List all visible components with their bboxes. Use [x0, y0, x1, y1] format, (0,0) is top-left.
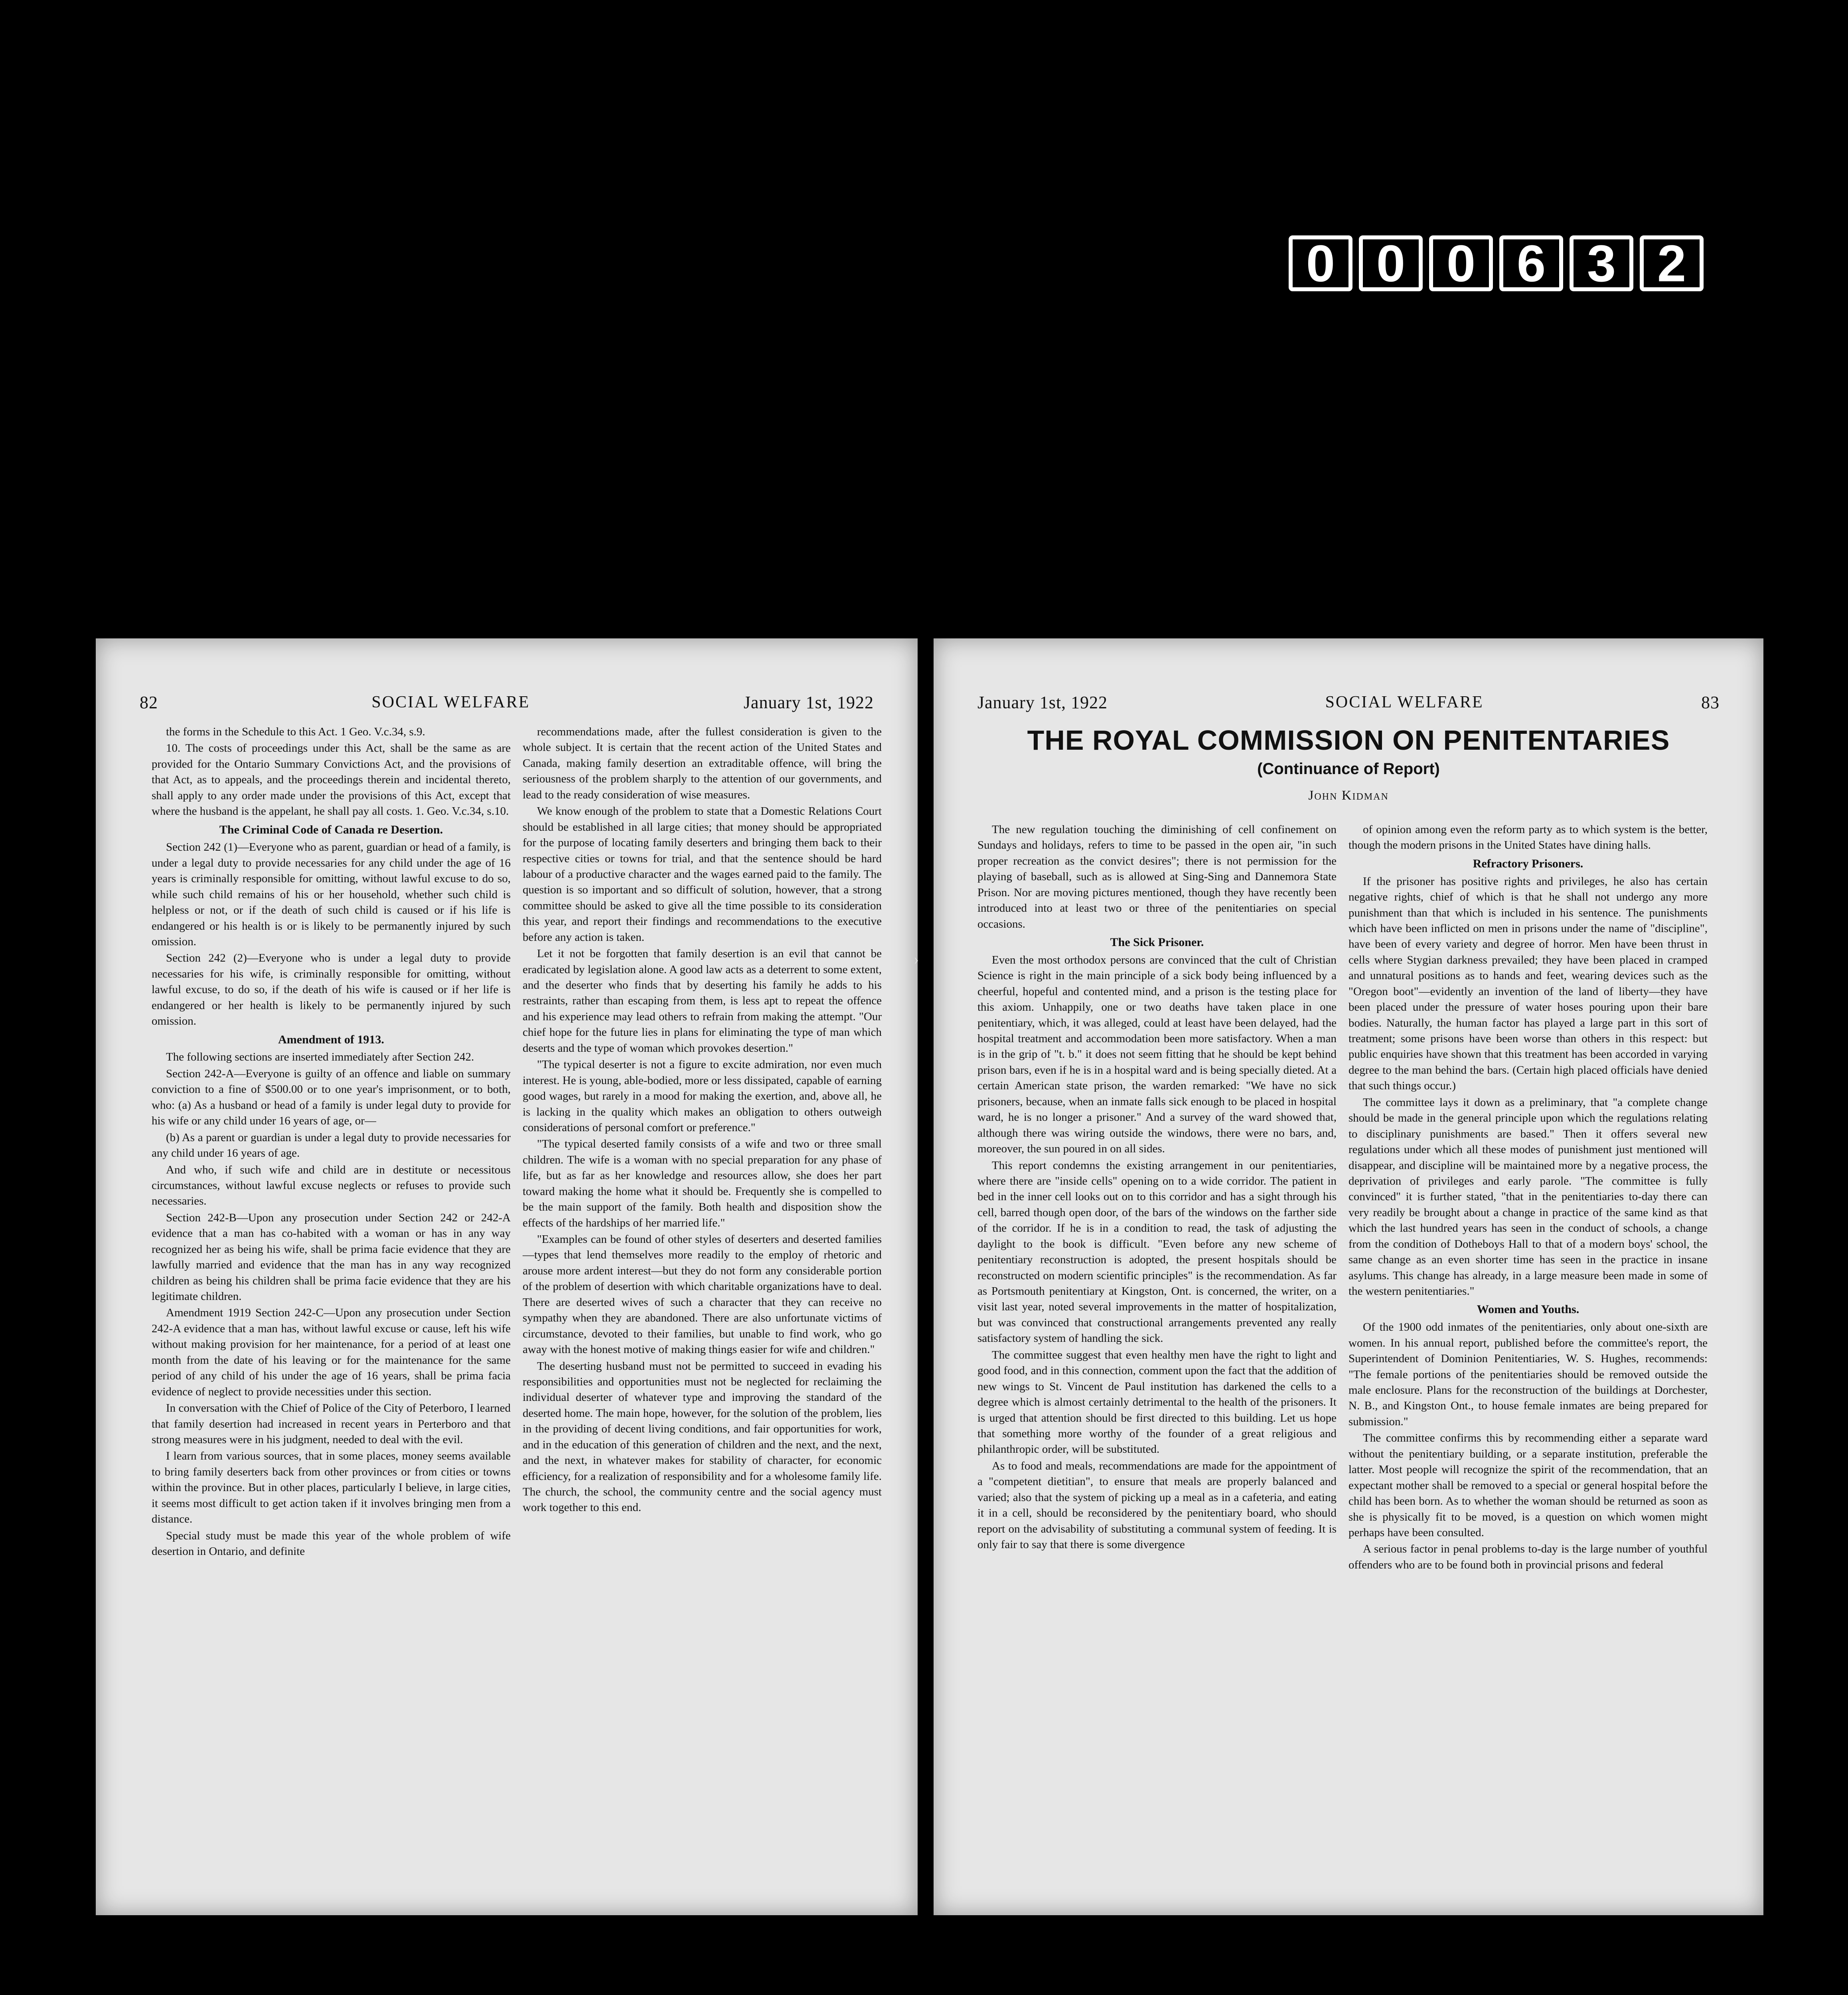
journal-title: SOCIAL WELFARE — [1325, 693, 1484, 711]
paragraph: Section 242-B—Upon any prosecution under Section 242 or 242-A evidence that a man has co-habited with a woman or has in any way recognized her as being his wife, shall be prima facie evidence that they are lawfully married and evidence that the man has in any way recognized children as being his children shall be prima facie evidence that they are his legitimate children. — [152, 1211, 511, 1303]
section-heading: The Criminal Code of Canada re Desertion. — [219, 823, 443, 836]
frame-digit: 0 — [1429, 235, 1493, 291]
page-number: 83 — [1701, 692, 1720, 712]
paragraph: "The typical deserted family consists of a wife and two or three small children. The wife is a woman with no special preparation for any phase of life, but as far as her knowledge and resources allow, she does her part toward making the home what it should be. Frequently she is compelled to be the main support of the family. Both health and disposition show the effects of the hardships of her married life." — [523, 1138, 882, 1229]
article-author: John Kidman — [1308, 788, 1389, 803]
paragraph: Section 242 (1)—Everyone who as parent, guardian or head of a family, is under a legal duty to provide necessaries for any child under the age of 16 years is criminally responsible for omitting, without lawful excuse to do so, while such child remains of his or her household, whether such child is helpless or not, or if the death of such child is caused or if his life is endangered or his health is or is likely to be permanently injured by such omission. — [152, 841, 511, 948]
paragraph: 10. The costs of proceedings under this Act, shall be the same as are provided for the Ontario Summary Convictions Act, and the provisions of that Act, as to appeals, and the proceedings therein and incidental thereto, shall apply to any order made under the provisions of this Act, except that where the husband is the appelant, he shall pay all costs. 1. Geo. V.c.34, s.10. — [152, 742, 511, 818]
paragraph: Special study must be made this year of the whole problem of wife desertion in Ontario, and definite — [152, 1529, 511, 1558]
paragraph: Even the most orthodox persons are convinced that the cult of Christian Science is right in the main principle of a sick body being influenced by a cheerful, hopeful and contented mind, and a prison is the testing place for this axiom. Unhappily, one or two deaths have taken place in one penitentiary, which, it was alleged, could at least have been delayed, had the hospital treatment and accommodation been more satisfactory. When a man is in the grip of "t. b." it does not seem fitting that he should be kept behind prison bars, even if he is in a hospital ward and is being specially dieted. At a certain American state prison, the warden remarked: "We have no sick prisoners, because, when an inmate falls sick enough to be placed in hospital ward, he is no longer a prisoner." And a survey of the ward showed that, although there was wiring outside the windows, there were no bars, and, moreover, the sun poured in on all sides. — [977, 953, 1337, 1156]
frame-number — [1289, 234, 1704, 292]
paragraph: of opinion among even the reform party as to which system is the better, though the modern prisons in the United States have dining halls. — [1348, 823, 1708, 852]
gutter-mark: › — [914, 950, 919, 968]
text-column — [977, 822, 1337, 1553]
section-heading: Refractory Prisoners. — [1473, 857, 1583, 870]
paragraph: If the prisoner has positive rights and privileges, he also has certain negative rights, chief of which is that he shall not undergo any more punishment than that which is included in his sentence. The punishments which have been inflicted on men in prisons under the name of "discipline", have been of every variety and degree of horror. Men have been thrust in cells where Stygian darkness prevailed; they have been placed in cramped and unnatural positions as to hands and feet, wearing devices such as the "Oregon boot"—evidently an invention of the land of liberty—they have been placed under the pressure of water hoses pouring upon their bare bodies. Naturally, the human factor has played a large part in this sort of treatment; some prisons have been worse than others in this respect: but public enquiries have shown that this treatment has been accorded in varying degree to the man behind the bars. (Certain high placed officials have denied that such things occur.) — [1348, 875, 1708, 1092]
paragraph: (b) As a parent or guardian is under a legal duty to provide necessaries for any child under 16 years of age. — [152, 1131, 511, 1160]
paragraph: This report condemns the existing arrangement in our penitentiaries, where there are "inside cells" opening on to a wide corridor. The patient in bed in the inner cell looks out on to this corridor and has a sight through his cell, barred though open door, of the bars of the windows on the farther side of the corridor. If he is in a condition to read, the task of adjusting the daylight to the book is difficult. "Even before any new scheme of penitentiary reconstruction is adopted, the present hospitals should be reconstructed on modern scientific principles" is the recommendation. As far as Portsmouth penitentiary at Kingston, Ont. is concerned, the writer, on a visit last year, noted several improvements in the matter of hospitalization, but was convinced that constructional arrangements prevented any really satisfactory system of handling the sick. — [977, 1159, 1337, 1345]
running-header — [140, 690, 874, 714]
paragraph: The following sections are inserted immediately after Section 242. — [166, 1051, 474, 1064]
section-heading: Women and Youths. — [1477, 1303, 1579, 1316]
frame-digit: 2 — [1640, 235, 1704, 291]
paragraph: As to food and meals, recommendations are made for the appointment of a "competent dietitian", to ensure that meals are properly balanced and varied; also that the system of picking up a meal as in a cafeteria, and eating it in a cell, should be reconsidered by the penitentiary board, who should report on the advisability of substituting a communal system of feeding. It is only fair to say that there is some divergence — [977, 1459, 1337, 1551]
paragraph: Section 242 (2)—Everyone who is under a legal duty to provide necessaries for his wife, is criminally responsible for omitting, without lawful excuse, to do so, if the death of his wife is caused or if her life is endangered or her health is likely to be permanently injured by such omission. — [152, 952, 511, 1028]
paragraph: The committee lays it down as a preliminary, that "a complete change should be made in the general principle upon which the regulations relating to disciplinary punishments are based." Then it offers several new regulations under which all these modes of punishment just mentioned will disappear, and discipline will be maintained more by a negative process, the deprivation of privileges and early parole. "The committee is fully convinced" it is further stated, "that in the penitentiaries to-day there can very readily be brought about a change in practice of the same kind as that which the last hundred years has seen in the conduct of schools, a change from the condition of Dotheboys Hall to that of a modern boys' school, the same change as an even shorter time has seen in the practice in insane asylums. This change has already, in a large measure been made in some of the western penitentiaries." — [1348, 1096, 1708, 1298]
paragraph: The deserting husband must not be permitted to succeed in evading his responsibilities and opportunities must not be neglected for reclaiming the individual deserter of whatever type and improving the standard of the deserted home. The main hope, however, for the solution of the problem, lies in the providing of decent living conditions, and fair opportunities for work, and in the education of this generation of children and the next, and the next, and the next, in whatever makes for stability of character, for economic efficiency, for a realization of responsibility and for a wholesome family life. The church, the school, the community centre and the social agency must work together to this end. — [523, 1359, 882, 1514]
paragraph: A serious factor in penal problems to-day is the large number of youthful offenders who are to be found both in provincial prisons and federal — [1348, 1543, 1708, 1571]
text-column — [152, 724, 511, 1560]
frame-digit: 3 — [1570, 235, 1633, 291]
paragraph: Section 242-A—Everyone is guilty of an offence and liable on summary conviction to a fine of $500.00 or to one year's imprisonment, or to both, who: (a) As a husband or head of a family is under legal duty to provide for his wife or any child under 16 years of age, or— — [152, 1067, 511, 1128]
paragraph: Let it not be forgotten that family desertion is an evil that cannot be eradicated by legislation alone. A good law acts as a deterrent to some extent, and the deserter who finds that by deserting his family he adds to his restraints, rather than escaping from them, is less apt to repeat the offence and his experience may lead others to refrain from making the attempt. "Our chief hope for the future lies in plans for eliminating the type of man which deserts and the type of woman which provokes desertion." — [523, 947, 882, 1055]
frame-digit: 0 — [1289, 235, 1352, 291]
paragraph: The committee suggest that even healthy men have the right to light and good food, and in this connection, comment upon the fact that the addition of new wings to St. Vincent de Paul institution has darkened the cells to a degree which is almost certainly detrimental to the health of the prisoners. It is urged that attention should be first directed to this building. Let us hope that something more worthy of the founder of a great religious and philanthropic order, will be substituted. — [977, 1348, 1337, 1456]
paragraph: In conversation with the Chief of Police of the City of Peterboro, I learned that family desertion had increased in recent years in Perterboro and that strong measures were in his judgment, needed to deal with the evil. — [152, 1402, 511, 1446]
running-header — [977, 690, 1720, 714]
page-number: 82 — [140, 692, 158, 712]
paragraph: "Examples can be found of other styles of deserters and deserted families—types that lend themselves more readily to the employ of rhetoric and arouse more ardent interest—but they do not form any considerable portion of the problem of desertion with which charitable organizations have to deal. There are deserted wives of such a character that they can receive no sympathy when they are abandoned. There are also unfortunate victims of circumstance, devoted to their families, but unable to find work, who go away with the honest motive of making things easier for wife and children." — [523, 1233, 882, 1356]
paragraph: recommendations made, after the fullest consideration is given to the whole subject. It is certain that the recent action of the United States and Canada, making family desertion an extraditable offence, will bring the seriousness of the problem sharply to the attention of our governments, and lead to the ready consideration of wise measures. — [523, 725, 882, 801]
paragraph: Of the 1900 odd inmates of the penitentiaries, only about one-sixth are women. In his annual report, published before the committee's report, the Superintendent of Dominion Penitentiaries, W. S. Hughes, recommends: "The female portions of the penitentiaries should be removed outside the male enclosure. Plans for the reconstruction of the buildings at Dorchester, N. B., and Kingston Ont., to house female inmates are being prepared for submission." — [1348, 1321, 1708, 1428]
issue-date: January 1st, 1922 — [743, 692, 874, 712]
paragraph: "The typical deserter is not a figure to excite admiration, nor even much interest. He is young, able-bodied, more or less dissipated, capable of earning good wages, but rarely in a mood for making the exertion, and, above all, he is lacking in the quality which makes an obligation to others outweigh considerations of personal comfort or preference." — [523, 1058, 882, 1134]
text-column — [523, 724, 882, 1517]
article-title: THE ROYAL COMMISSION ON PENITENTARIES — [1027, 725, 1670, 756]
frame-digit: 6 — [1499, 235, 1563, 291]
paragraph: Amendment 1919 Section 242-C—Upon any prosecution under Section 242-A evidence that a man has, without lawful excuse or cause, left his wife without making provision for her maintenance, for a period of at least one month from the date of his leaving or for the maintenance for the same period of any child of his under the age of 16 years, shall be prima facia evidence of neglect to provide necessities under this section. — [152, 1306, 511, 1398]
section-heading: The Sick Prisoner. — [1110, 936, 1204, 949]
paragraph: I learn from various sources, that in some places, money seems available to bring family deserters back from other provinces or from cities or towns within the province. But in other places, particularly I believe, in large cities, it seems most difficult to get action taken if it involves bringing men from a distance. — [152, 1450, 511, 1526]
issue-date: January 1st, 1922 — [977, 692, 1108, 712]
paragraph: And who, if such wife and child are in destitute or necessitous circumstances, without lawful excuse neglects or refuses to provide such necessaries. — [152, 1163, 511, 1208]
paragraph: the forms in the Schedule to this Act. 1 Geo. V.c.34, s.9. — [166, 725, 425, 738]
paragraph: The committee confirms this by recommending either a separate ward without the penitentiary building, or a separate institution, preferable the latter. Most people will recognize the spirit of the recommendation, that an expectant mother shall be removed to a special or general hospital before the child has been born. As to whether the woman should be returned as soon as she is physically fit to be moved, is a question on which women might perhaps have been consulted. — [1348, 1432, 1708, 1539]
article-subtitle: (Continuance of Report) — [1257, 760, 1440, 778]
left-page — [96, 638, 918, 1915]
paragraph: The new regulation touching the diminishing of cell confinement on Sundays and holidays, refers to time to be passed in the open air, "in such proper recreation as the convict desires"; there is not permission for the playing of baseball, such as is allowed at Sing-Sing and Dannemora State Prison. Nor are moving pictures mentioned, though they have recently been introduced into at least two or three of the penitentiaries on special occasions. — [977, 823, 1337, 930]
paragraph: We know enough of the problem to state that a Domestic Relations Court should be established in all large cities; that money should be appropriated for the purpose of locating family deserters and bringing them back to their respective cities or towns for trial, and that the sentence should be hard labour of a productive character and the wages earned paid to the family. The question is so important and so difficult of solution, however, that a strong committee should be asked to give all the time possible to its consideration this year, and report their findings and recommendations to the executive before any action is taken. — [523, 805, 882, 944]
frame-digit: 0 — [1359, 235, 1423, 291]
section-heading: Amendment of 1913. — [278, 1033, 384, 1046]
journal-title: SOCIAL WELFARE — [371, 693, 530, 711]
text-column — [1348, 822, 1708, 1574]
right-page — [934, 638, 1763, 1915]
